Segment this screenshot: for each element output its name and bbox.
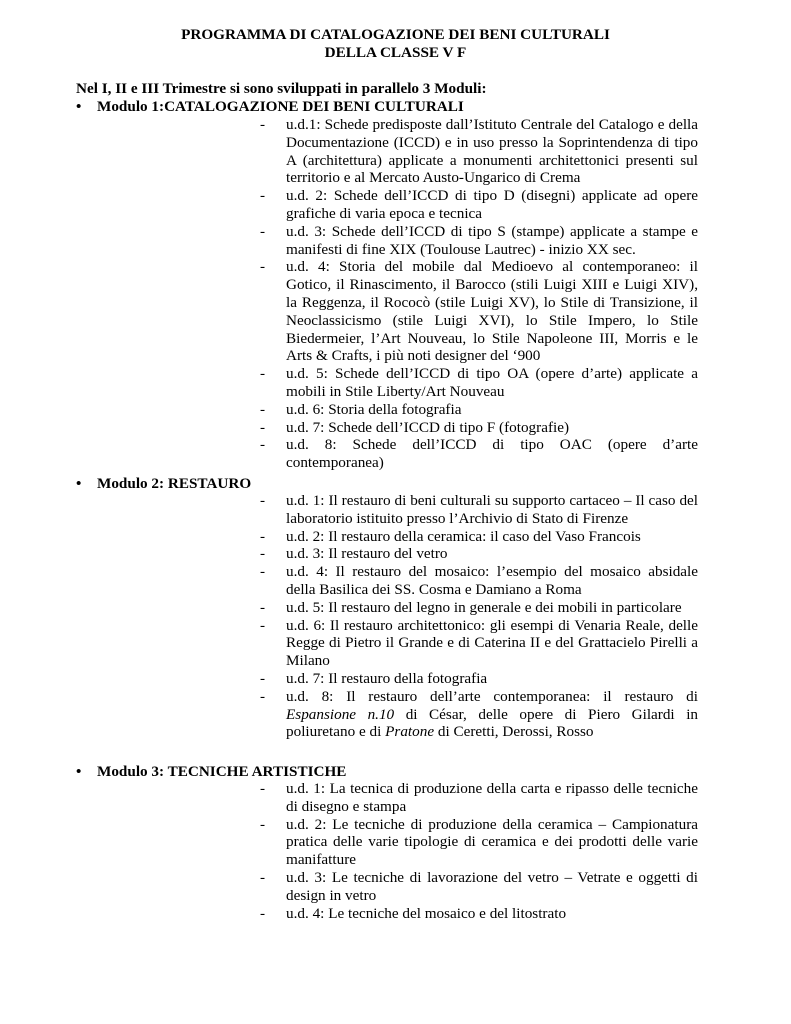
- item-text: u.d. 2: Schede dell’ICCD di tipo D (disegni) applicate ad opere grafiche di varia epoca e tecnica: [286, 187, 698, 222]
- dash-marker: -: [260, 868, 266, 886]
- dash-marker: -: [260, 436, 266, 454]
- module-1-list: [260, 116, 698, 472]
- bullet-icon: •: [76, 98, 82, 115]
- item-text: u.d. 6: Storia della fotografia: [286, 400, 462, 418]
- module-heading-text: Modulo 1:CATALOGAZIONE DEI BENI CULTURALI: [97, 98, 464, 115]
- item-text: u.d. 4: Storia del mobile dal Medioevo al contemporaneo: il Gotico, il Rinascimento, il Barocco (stili Luigi XIII e Luigi XIV), la Reggenza, il Rococò (stile Luigi XV), lo Stile di Transizione, il Neoclassicismo (stile Luigi XVI), lo Stile Impero, lo Stile Biedermeier, l’Art Nouveau, lo Stile Napoleone III, Morris e le Arts & Crafts, i più noti designer del ‘900: [286, 258, 698, 365]
- item-text: u.d. 5: Schede dell’ICCD di tipo OA (opere d’arte) applicate a mobili in Stile Liberty/Art Nouveau: [286, 365, 698, 400]
- item-text: u.d. 3: Le tecniche di lavorazione del vetro – Vetrate e oggetti di design in vetro: [286, 868, 698, 904]
- module-1-heading: [76, 98, 464, 116]
- item-text: u.d. 3: Schede dell’ICCD di tipo S (stampe) applicate a stampe e manifesti di fine XIX (Toulouse Lautrec) - inizio XX sec.: [286, 222, 698, 258]
- list-item: [260, 419, 698, 437]
- document-title: [0, 26, 791, 62]
- module-3-heading: [76, 763, 346, 781]
- item-text: u.d. 4: Le tecniche del mosaico e del litostrato: [286, 904, 567, 922]
- dash-marker: -: [260, 187, 266, 205]
- item-text: u.d. 2: Il restauro della ceramica: il caso del Vaso Francois: [286, 527, 641, 545]
- module-2-list: [260, 492, 698, 741]
- list-item: [260, 528, 698, 546]
- item-text: u.d. 8: Il restauro dell’arte contemporanea: il restauro di Espansione n.10 di César, delle opere di Piero Gilardi in poliuretano e di Pratone di Ceretti, Derossi, Rosso: [286, 687, 699, 741]
- list-item: [260, 492, 698, 528]
- list-item: [260, 401, 698, 419]
- item-text: u.d. 2: Le tecniche di produzione della ceramica – Campionatura pratica delle varie tipologie di ceramica e dei prodotti delle varie manifatture: [286, 815, 698, 869]
- list-item: [260, 599, 698, 617]
- item-text: u.d. 4: Il restauro del mosaico: l’esempio del mosaico absidale della Basilica dei SS. Cosma e Damiano a Roma: [286, 563, 698, 598]
- list-item: [260, 780, 698, 816]
- title-line-2: DELLA CLASSE V F: [324, 44, 467, 61]
- item-text: u.d. 1: Il restauro di beni culturali su supporto cartaceo – Il caso del laboratorio istituito presso l’Archivio di Stato di Firenze: [286, 492, 698, 527]
- list-item: [260, 617, 698, 670]
- dash-marker: -: [260, 815, 266, 833]
- dash-marker: -: [260, 616, 266, 634]
- item-text: u.d. 5: Il restauro del legno in generale e dei mobili in particolare: [286, 598, 682, 616]
- dash-marker: -: [260, 258, 266, 276]
- list-item: [260, 563, 698, 599]
- list-item: [260, 187, 698, 223]
- dash-marker: -: [260, 904, 266, 922]
- dash-marker: -: [260, 492, 266, 509]
- item-text: u.d. 1: La tecnica di produzione della carta e ripasso delle tecniche di disegno e stampa: [286, 780, 698, 815]
- list-item: [260, 545, 698, 563]
- item-text: u.d. 6: Il restauro architettonico: gli esempi di Venaria Reale, delle Regge di Pietro il Grande e di Caterina II e del Grattacielo Pirelli a Milano: [286, 616, 698, 670]
- list-item: [260, 223, 698, 259]
- dash-marker: -: [260, 669, 266, 687]
- list-item: [260, 670, 698, 688]
- item-text: u.d.1: Schede predisposte dall’Istituto Centrale del Catalogo e della Documentazione (ICCD) e in uso presso la Soprintendenza di tipo A (architettura) applicate a monumenti architettonici presenti sul territorio e al Mercato Austo-Ungarico di Crema: [286, 116, 698, 187]
- module-2-heading: [76, 475, 251, 493]
- dash-marker: -: [260, 527, 266, 545]
- dash-marker: -: [260, 545, 266, 563]
- dash-marker: -: [260, 418, 266, 436]
- list-item: [260, 869, 698, 905]
- dash-marker: -: [260, 598, 266, 616]
- list-item: [260, 116, 698, 187]
- dash-marker: -: [260, 365, 266, 383]
- dash-marker: -: [260, 116, 266, 133]
- dash-marker: -: [260, 400, 266, 418]
- bullet-icon: •: [76, 475, 82, 492]
- dash-marker: -: [260, 780, 266, 797]
- module-heading-text: Modulo 2: RESTAURO: [97, 475, 252, 492]
- bullet-icon: •: [76, 763, 82, 780]
- list-item: [260, 436, 698, 472]
- item-text: u.d. 3: Il restauro del vetro: [286, 545, 448, 563]
- list-item: [260, 688, 698, 741]
- list-item: [260, 905, 698, 923]
- item-text: u.d. 7: Il restauro della fotografia: [286, 669, 488, 687]
- list-item: [260, 816, 698, 869]
- list-item: [260, 258, 698, 365]
- dash-marker: -: [260, 563, 266, 581]
- title-line-1: PROGRAMMA DI CATALOGAZIONE DEI BENI CULTURALI: [181, 26, 610, 43]
- item-text: u.d. 8: Schede dell’ICCD di tipo OAC (opere d’arte contemporanea): [286, 436, 698, 472]
- dash-marker: -: [260, 222, 266, 240]
- module-3-list: [260, 780, 698, 922]
- list-item: [260, 365, 698, 401]
- item-text: u.d. 7: Schede dell’ICCD di tipo F (fotografie): [286, 418, 570, 436]
- intro-text: Nel I, II e III Trimestre si sono sviluppati in parallelo 3 Moduli:: [76, 80, 487, 97]
- module-heading-text: Modulo 3: TECNICHE ARTISTICHE: [97, 763, 347, 780]
- dash-marker: -: [260, 687, 266, 705]
